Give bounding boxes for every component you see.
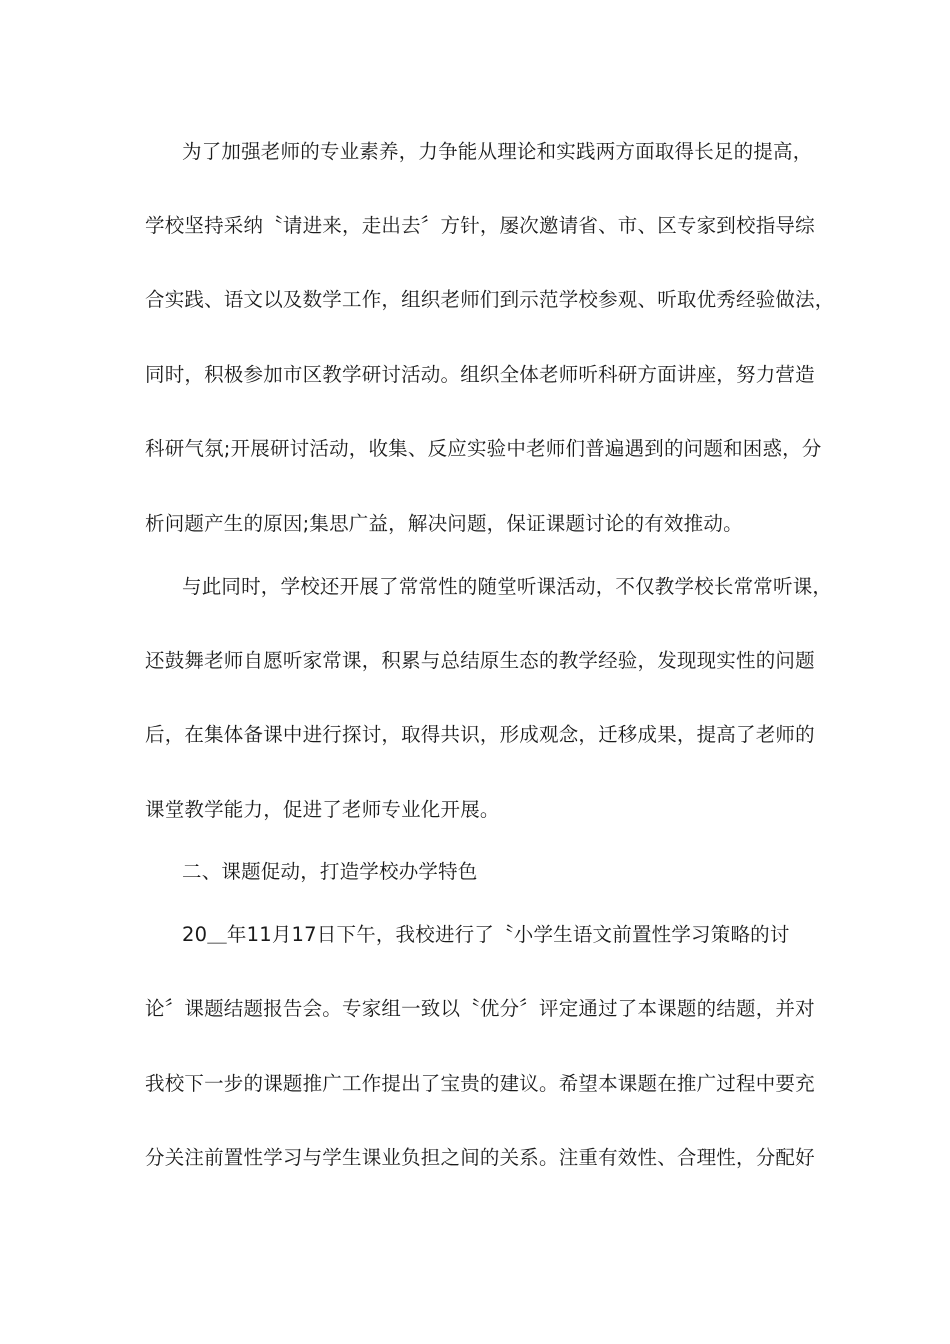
paragraph-1-line-1: 为了加强老师的专业素养，力争能从理论和实践两方面取得长足的提高，: [182, 140, 813, 163]
paragraph-2-line-1: 与此同时，学校还开展了常常性的随堂听课活动，不仅教学校长常常听课，: [182, 575, 833, 598]
paragraph-3-line-4: 分关注前置性学习与学生课业负担之间的关系。注重有效性、合理性，分配好: [145, 1146, 815, 1169]
paragraph-3-line-1: 20＿年11月17日下午，我校进行了〝小学生语文前置性学习策略的讨: [182, 923, 790, 946]
paragraph-2-line-4: 课堂教学能力，促进了老师专业化开展。: [145, 798, 500, 821]
paragraph-1-line-5: 科研气氛;开展研讨活动，收集、反应实验中老师们普遍遇到的问题和困惑，分: [145, 437, 822, 460]
paragraph-1-line-3: 合实践、语文以及数学工作，组织老师们到示范学校参观、听取优秀经验做法，: [145, 288, 835, 311]
paragraph-1-line-2: 学校坚持采纳〝请进来，走出去〞方针，屡次邀请省、市、区专家到校指导综: [145, 214, 815, 237]
paragraph-2-line-3: 后，在集体备课中进行探讨，取得共识，形成观念，迁移成果，提高了老师的: [145, 723, 815, 746]
paragraph-3-line-3: 我校下一步的课题推广工作提出了宝贵的建议。希望本课题在推广过程中要充: [145, 1072, 815, 1095]
paragraph-2-line-2: 还鼓舞老师自愿听家常课，积累与总结原生态的教学经验，发现现实性的问题: [145, 649, 815, 672]
section-heading: 二、课题促动，打造学校办学特色: [182, 860, 478, 883]
paragraph-1-line-4: 同时，积极参加市区教学研讨活动。组织全体老师听科研方面讲座，努力营造: [145, 363, 815, 386]
paragraph-3-line-2: 论〞课题结题报告会。专家组一致以〝优分〞评定通过了本课题的结题，并对: [145, 997, 815, 1020]
paragraph-1-line-6: 析问题产生的原因;集思广益，解决问题，保证课题讨论的有效推动。: [145, 512, 743, 535]
